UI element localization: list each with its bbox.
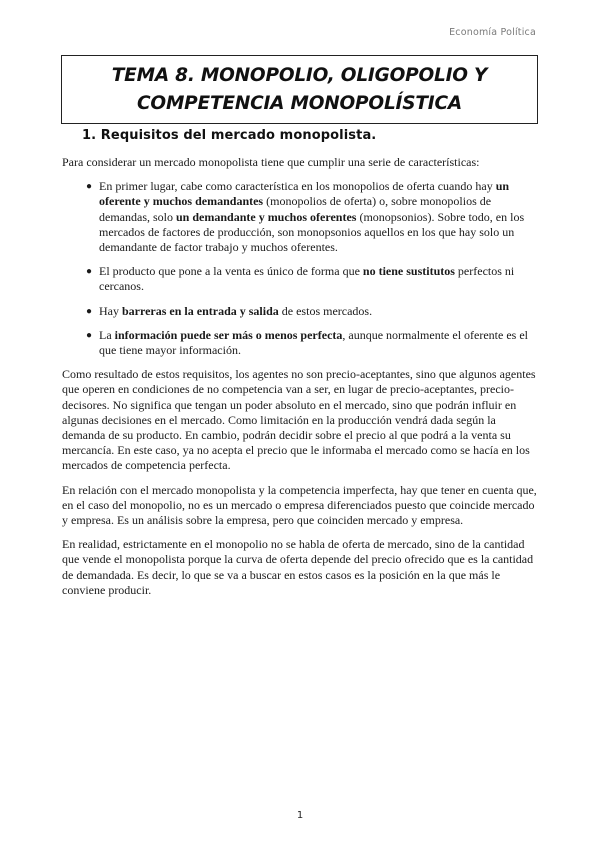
list-item-bold: barreras en la entrada y salida [122, 303, 279, 318]
title-line-1: TEMA 8. MONOPOLIO, OLIGOPOLIO Y [111, 64, 488, 86]
bullet-icon: ● [86, 305, 93, 317]
list-item-text: Hay [99, 303, 122, 318]
list-item [62, 304, 537, 319]
document-body [62, 155, 537, 607]
bullet-icon: ● [86, 329, 93, 341]
list-item-text: En primer lugar, cabe como característica en los monopolios de oferta cuando hay [99, 179, 496, 194]
list-item [62, 328, 537, 358]
list-item-text: , aunque normalmente el oferente es el que tiene mayor información. [99, 327, 528, 358]
list-item-text: (monopsonios). Sobre todo, en los mercados de factores de producción, son monopsonios aquellos en los que hay solo un demandante de factor trabajo y muchos oferentes. [99, 209, 525, 255]
list-item-bold: no tiene sustitutos [362, 264, 455, 279]
list-item-bold: información puede ser más o menos perfecta [114, 327, 343, 342]
list-item-text: perfectos ni cercanos. [99, 264, 515, 294]
section-heading: 1. Requisitos del mercado monopolista. [82, 128, 377, 143]
intro-paragraph: Para considerar un mercado monopolista tiene que cumplir una serie de características: [62, 155, 480, 169]
title-line-2: COMPETENCIA MONOPOLÍSTICA [137, 92, 462, 114]
list-item [62, 179, 537, 255]
page-title [112, 62, 488, 118]
body-paragraph-2: En relación con el mercado monopolista y la competencia imperfecta, hay que tener en cuenta que, en el caso del monopolio, no es un mercado o empresa diferenciados puesto que coincide mercado y empresa. Es un análisis sobre la empresa, pero que coinciden mercado y empresa. [62, 482, 537, 528]
list-item-bold: un demandante y muchos oferentes [176, 209, 357, 224]
list-item-text: (monopolios de oferta) o, sobre monopolios de demandas, solo [99, 194, 492, 224]
title-box [61, 55, 538, 124]
body-paragraph-3: En realidad, estrictamente en el monopolio no se habla de oferta de mercado, sino de la cantidad que vende el monopolista porque la curva de oferta depende del precio ofrecido que es la cantidad de demandada. Es decir, lo que se va a buscar en estos casos es la posición en la que más le conviene producir. [62, 537, 534, 597]
list-item-bold: un oferente y muchos demandantes [99, 179, 510, 209]
page-number: 1 [296, 810, 304, 821]
bullet-icon: ● [86, 181, 93, 193]
list-item-text: La [99, 327, 115, 342]
bullet-icon: ● [86, 266, 93, 278]
list-item-text: El producto que pone a la venta es único de forma que [99, 264, 363, 279]
body-paragraph-1: Como resultado de estos requisitos, los agentes no son precio-aceptantes, sino que algunos agentes que operen en condiciones de no competencia van a ser, en lugar de precio-aceptantes, precio-decisores. No significa que tengan un poder absoluto en el mercado, sino que podrán influir en algunas decisiones en el mercado. Como limitación en la producción vendrá dada según la demanda de su producto. En cambio, podrán decidir sobre el precio al que podrá a la venta su mercancía. En este caso, ya no acepta el precio que le informaba el mercado como se hacía en los mercados de competencia perfecta. [62, 367, 536, 473]
list-item [62, 264, 537, 294]
running-header: Economía Política [449, 27, 536, 38]
requirements-list [62, 179, 537, 358]
list-item-text: de estos mercados. [278, 303, 373, 318]
